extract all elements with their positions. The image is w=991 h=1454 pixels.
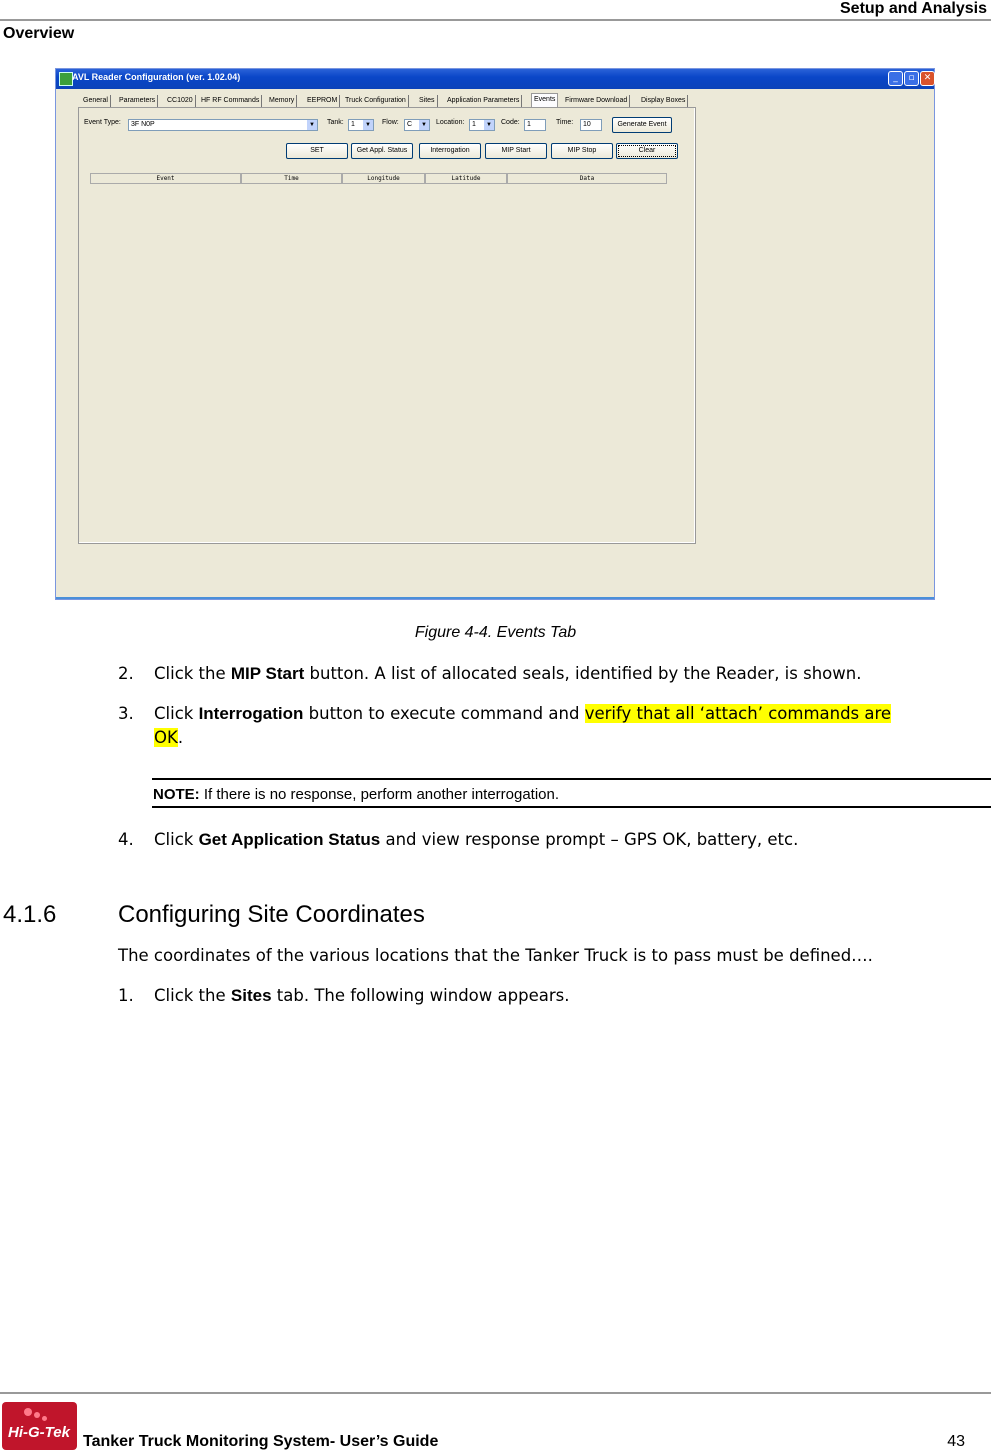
tab-memory[interactable]: Memory bbox=[267, 95, 297, 107]
tab-hf-rf-commands[interactable]: HF RF Commands bbox=[199, 95, 262, 107]
step-1-number: 1. bbox=[118, 986, 134, 1005]
section-title: Configuring Site Coordinates bbox=[118, 901, 425, 928]
sites-term: Sites bbox=[230, 986, 272, 1005]
interrogation-button[interactable]: Interrogation bbox=[419, 143, 481, 159]
flow-label: Flow: bbox=[382, 119, 399, 126]
logo-text: Hi-G-Tek bbox=[8, 1424, 70, 1441]
tab-truck-configuration[interactable]: Truck Configuration bbox=[343, 95, 409, 107]
note-label: NOTE: bbox=[153, 786, 200, 803]
chevron-down-icon: ▼ bbox=[484, 120, 494, 130]
tank-value: 1 bbox=[351, 121, 355, 128]
tab-sites[interactable]: Sites bbox=[417, 95, 438, 107]
tab-parameters[interactable]: Parameters bbox=[117, 95, 158, 107]
tank-select[interactable] bbox=[348, 119, 374, 131]
get-appl-status-button[interactable]: Get Appl. Status bbox=[351, 143, 413, 159]
flow-value: C bbox=[407, 121, 413, 128]
tab-firmware-download[interactable]: Firmware Download bbox=[563, 95, 630, 107]
close-icon[interactable]: ✕ bbox=[920, 71, 935, 86]
section-number: 4.1.6 bbox=[3, 901, 57, 928]
tab-cc1020[interactable]: CC1020 bbox=[165, 95, 196, 107]
tab-eeprom[interactable]: EEPROM bbox=[305, 95, 340, 107]
interrogation-term: Interrogation bbox=[198, 704, 304, 723]
event-type-value: 3F N0P bbox=[131, 121, 155, 128]
footer-rule bbox=[0, 1392, 991, 1394]
flow-select[interactable] bbox=[404, 119, 430, 131]
events-tab-screenshot bbox=[55, 68, 935, 600]
minimize-icon[interactable]: _ bbox=[888, 71, 903, 86]
time-label: Time: bbox=[556, 119, 574, 126]
tab-events[interactable]: Events bbox=[531, 93, 558, 108]
tab-general[interactable]: General bbox=[81, 95, 111, 107]
get-application-status-term: Get Application Status bbox=[198, 830, 381, 849]
running-header: Setup and Analysis bbox=[840, 0, 987, 17]
clear-button[interactable]: Clear bbox=[616, 143, 678, 159]
step-1-text: Click the Sites tab. The following window appears. bbox=[154, 986, 570, 1005]
step-3-number: 3. bbox=[118, 704, 134, 723]
taskbar-edge bbox=[56, 597, 934, 599]
event-type-select[interactable] bbox=[128, 119, 318, 131]
mip-stop-button[interactable]: MIP Stop bbox=[551, 143, 613, 159]
step-4-number: 4. bbox=[118, 830, 134, 849]
highlighted-text-ok: OK bbox=[154, 728, 178, 747]
chevron-down-icon: ▼ bbox=[307, 120, 317, 130]
step-4-text: Click Get Application Status and view response prompt – GPS OK, battery, etc. bbox=[154, 830, 799, 849]
chevron-down-icon: ▼ bbox=[363, 120, 373, 130]
code-value: 1 bbox=[527, 121, 531, 128]
maximize-icon[interactable]: ▫ bbox=[904, 71, 919, 86]
set-button[interactable]: SET bbox=[286, 143, 348, 159]
chapter-title: Overview bbox=[3, 25, 75, 42]
footer-title: Tanker Truck Monitoring System- User’s Guide bbox=[83, 1433, 439, 1450]
tab-display-boxes[interactable]: Display Boxes bbox=[639, 95, 688, 107]
column-header-data[interactable]: Data bbox=[507, 173, 667, 184]
time-input[interactable] bbox=[580, 119, 602, 131]
header-rule bbox=[0, 19, 991, 21]
event-type-label: Event Type: bbox=[84, 119, 121, 126]
window-title: AVL Reader Configuration (ver. 1.02.04) bbox=[72, 72, 241, 82]
app-icon bbox=[59, 72, 73, 86]
note: NOTE: If there is no response, perform another interrogation. bbox=[153, 786, 560, 803]
chevron-down-icon: ▼ bbox=[419, 120, 429, 130]
code-label: Code: bbox=[501, 119, 520, 126]
column-header-event[interactable]: Event bbox=[90, 173, 241, 184]
mip-start-button[interactable]: MIP Start bbox=[485, 143, 547, 159]
column-header-latitude[interactable]: Latitude bbox=[425, 173, 507, 184]
generate-event-button[interactable]: Generate Event bbox=[612, 117, 672, 133]
section-body: The coordinates of the various locations that the Tanker Truck is to pass must be defined…. bbox=[118, 946, 873, 965]
window-titlebar bbox=[56, 69, 934, 89]
tank-label: Tank: bbox=[327, 119, 344, 126]
code-input[interactable] bbox=[524, 119, 546, 131]
page-number: 43 bbox=[947, 1433, 965, 1450]
tab-application-parameters[interactable]: Application Parameters bbox=[445, 95, 522, 107]
figure-caption: Figure 4-4. Events Tab bbox=[414, 624, 577, 641]
step-2-number: 2. bbox=[118, 664, 134, 683]
location-select[interactable] bbox=[469, 119, 495, 131]
time-value: 10 bbox=[583, 121, 591, 128]
highlighted-text: verify that all ‘attach’ commands are bbox=[584, 704, 892, 723]
step-3-text: Click Interrogation button to execute command and verify that all ‘attach’ commands are bbox=[154, 704, 892, 723]
step-3-text-line-2: OK. bbox=[154, 728, 184, 747]
location-label: Location: bbox=[436, 119, 465, 126]
step-2-text: Click the MIP Start button. A list of allocated seals, identified by the Reader, is shown. bbox=[154, 664, 862, 683]
column-header-longitude[interactable]: Longitude bbox=[342, 173, 425, 184]
column-header-time[interactable]: Time bbox=[241, 173, 342, 184]
mip-start-term: MIP Start bbox=[230, 664, 305, 683]
location-value: 1 bbox=[472, 121, 476, 128]
